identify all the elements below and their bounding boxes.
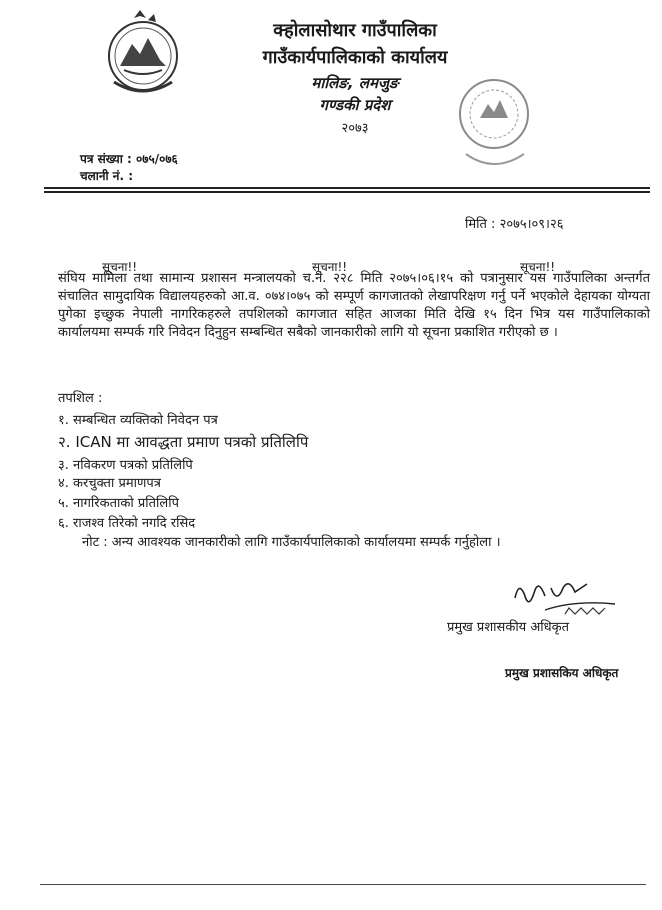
letter-number: पत्र संख्या : ०७५/०७६: [80, 152, 178, 166]
notice-paragraph: संघिय मामिला तथा सामान्य प्रशासन मन्त्रालयको च.नं. २२८ मिति २०७५।०६।१५ को पत्रानुसार यस गाउँपालिका अन्तर्गत संचालित सामुदायिक विद्यालयहरुको आ.व. ०७४।०७५ को सम्पूर्ण कागजातको लेखापरिक्षण गर्नु पर्ने भएकोले देहायका योग्यता पुगेका इच्छुक नेपाली नागरिकहरुले तपशिलको कागजात सहित आजका मिति देखि १५ दिन भित्र यस गाउँपालिकाको कार्यालयमा सम्पर्क गरि निवेदन दिनुहुन सम्बन्धित सबैको जानकारीको लागि यो सूचना प्रकाशित गरीएको छ ।: [58, 271, 650, 340]
list-item: ४. करचुक्ता प्रमाणपत्र: [58, 476, 161, 491]
municipality-name: क्होलासोथार गाउँपालिका: [273, 20, 437, 41]
list-item: ६. राजश्व तिरेको नगदि रसिद: [58, 516, 196, 531]
notice-label-center: सूचना!!: [312, 260, 348, 274]
header-divider: [44, 187, 650, 189]
established-year: २०७३: [341, 121, 369, 136]
government-emblem-icon: [100, 8, 186, 98]
list-item: ५. नागरिकताको प्रतिलिपि: [58, 496, 179, 511]
office-location: मालिङ, लमजुङ: [311, 74, 399, 92]
list-item: ३. नविकरण पत्रको प्रतिलिपि: [58, 458, 193, 473]
signatory-title: प्रमुख प्रशासकीय अधिकृत: [447, 620, 570, 635]
signatory-stamp-title: प्रमुख प्रशासकिय अधिकृत: [505, 666, 619, 680]
header-divider-second: [44, 191, 650, 193]
office-stamp-icon: [450, 70, 538, 178]
notice-label-left: सूचना!!: [102, 260, 138, 274]
letter-date: मिति : २०७५।०९।२६: [465, 217, 564, 232]
office-name: गाउँकार्यपालिकाको कार्यालय: [262, 47, 448, 68]
footer-divider: [40, 884, 646, 885]
list-item: २. ICAN मा आवद्धता प्रमाण पत्रको प्रतिलिपि: [58, 433, 309, 451]
notice-label-right: सूचना!!: [520, 260, 556, 274]
list-item: १. सम्बन्धित व्यक्तिको निवेदन पत्र: [58, 413, 218, 428]
note-text: नोट : अन्य आवश्यक जानकारीको लागि गाउँकार्यपालिकाको कार्यालयमा सम्पर्क गर्नुहोला ।: [82, 535, 501, 550]
details-label: तपशिल :: [58, 391, 103, 406]
province-name: गण्डकी प्रदेश: [319, 96, 391, 114]
handwritten-signature: [505, 570, 635, 622]
dispatch-number: चलानी नं. :: [80, 169, 134, 183]
